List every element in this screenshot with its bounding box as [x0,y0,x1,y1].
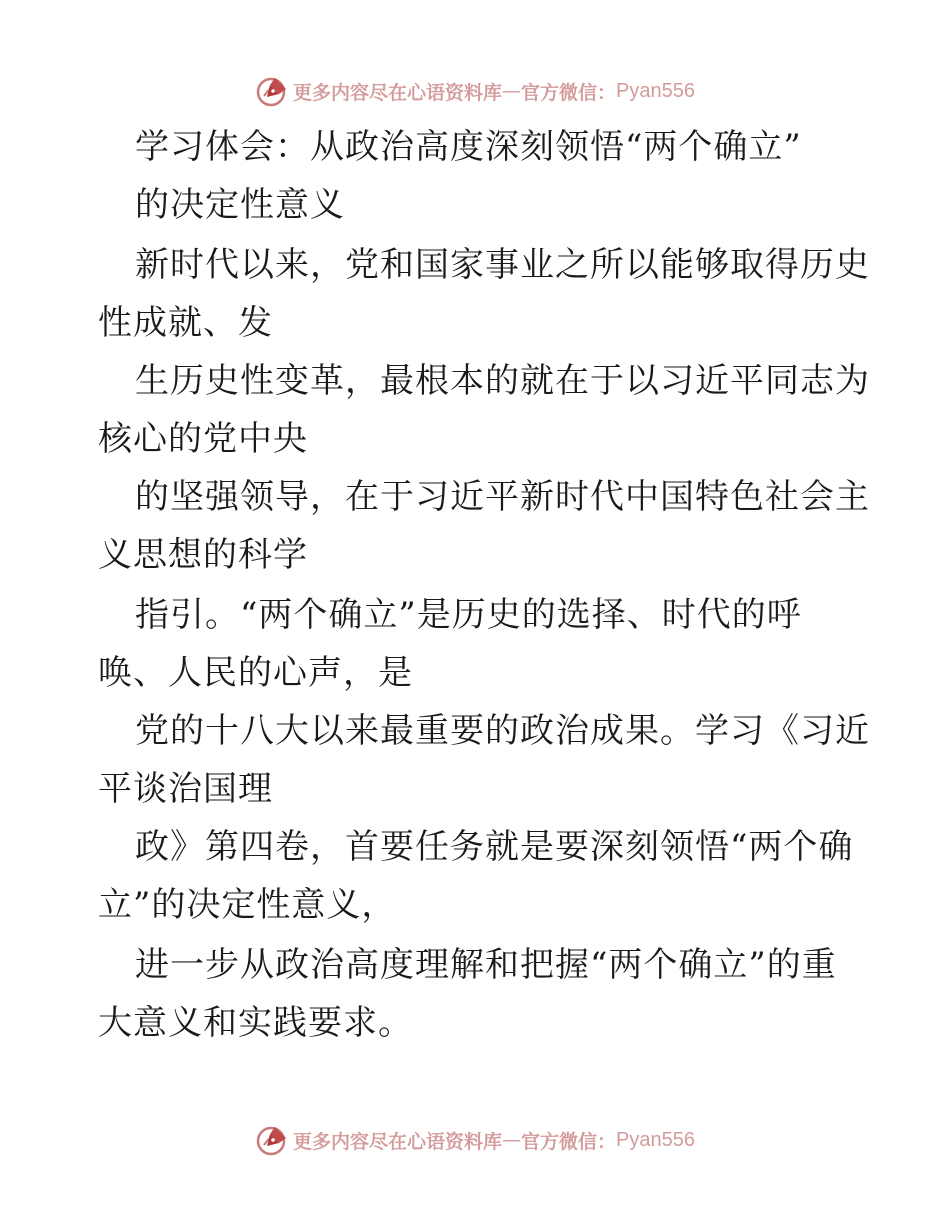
watermark-account: Pyan556 [616,1128,695,1151]
watermark-account: Pyan556 [616,79,695,102]
paragraph-line: 立”的决定性意义， [98,885,397,925]
paragraph-line: 核心的党中央 [98,419,308,459]
pen-logo-icon [255,1123,289,1157]
watermark-site-text: 更多内容尽在心语资料库 [293,81,503,104]
watermark-label: 官方微信： [521,1130,617,1153]
paragraph-line: 义思想的科学 [98,535,308,575]
paragraph-line: 唤、人民的心声，是 [98,653,413,693]
paragraph-line: 进一步从政治高度理解和把握“两个确立”的重 [135,945,837,985]
document-title-line-2: 的决定性意义 [135,185,345,225]
paragraph-line: 政》第四卷，首要任务就是要深刻领悟“两个确 [135,827,854,867]
paragraph-line: 的坚强领导，在于习近平新时代中国特色社会主 [135,477,870,517]
paragraph-line: 性成就、发 [98,303,273,343]
watermark-separator: — [502,80,522,102]
paragraph-line: 党的十八大以来最重要的政治成果。学习《习近 [135,711,870,751]
paragraph-line: 生历史性变革，最根本的就在于以习近平同志为 [135,361,870,401]
watermark-label: 官方微信： [521,81,617,104]
watermark-site-text: 更多内容尽在心语资料库 [293,1130,503,1153]
header-watermark [0,71,950,111]
paragraph-line: 大意义和实践要求。 [98,1003,413,1043]
pen-logo-icon [255,74,289,108]
document-title-line-1: 学习体会：从政治高度深刻领悟“两个确立” [135,127,802,167]
paragraph-line: 指引。“两个确立”是历史的选择、时代的呼 [135,595,802,635]
footer-watermark [0,1120,950,1160]
watermark-separator: — [502,1129,522,1151]
paragraph-line: 平谈治国理 [98,769,273,809]
paragraph-line: 新时代以来，党和国家事业之所以能够取得历史 [135,245,870,285]
